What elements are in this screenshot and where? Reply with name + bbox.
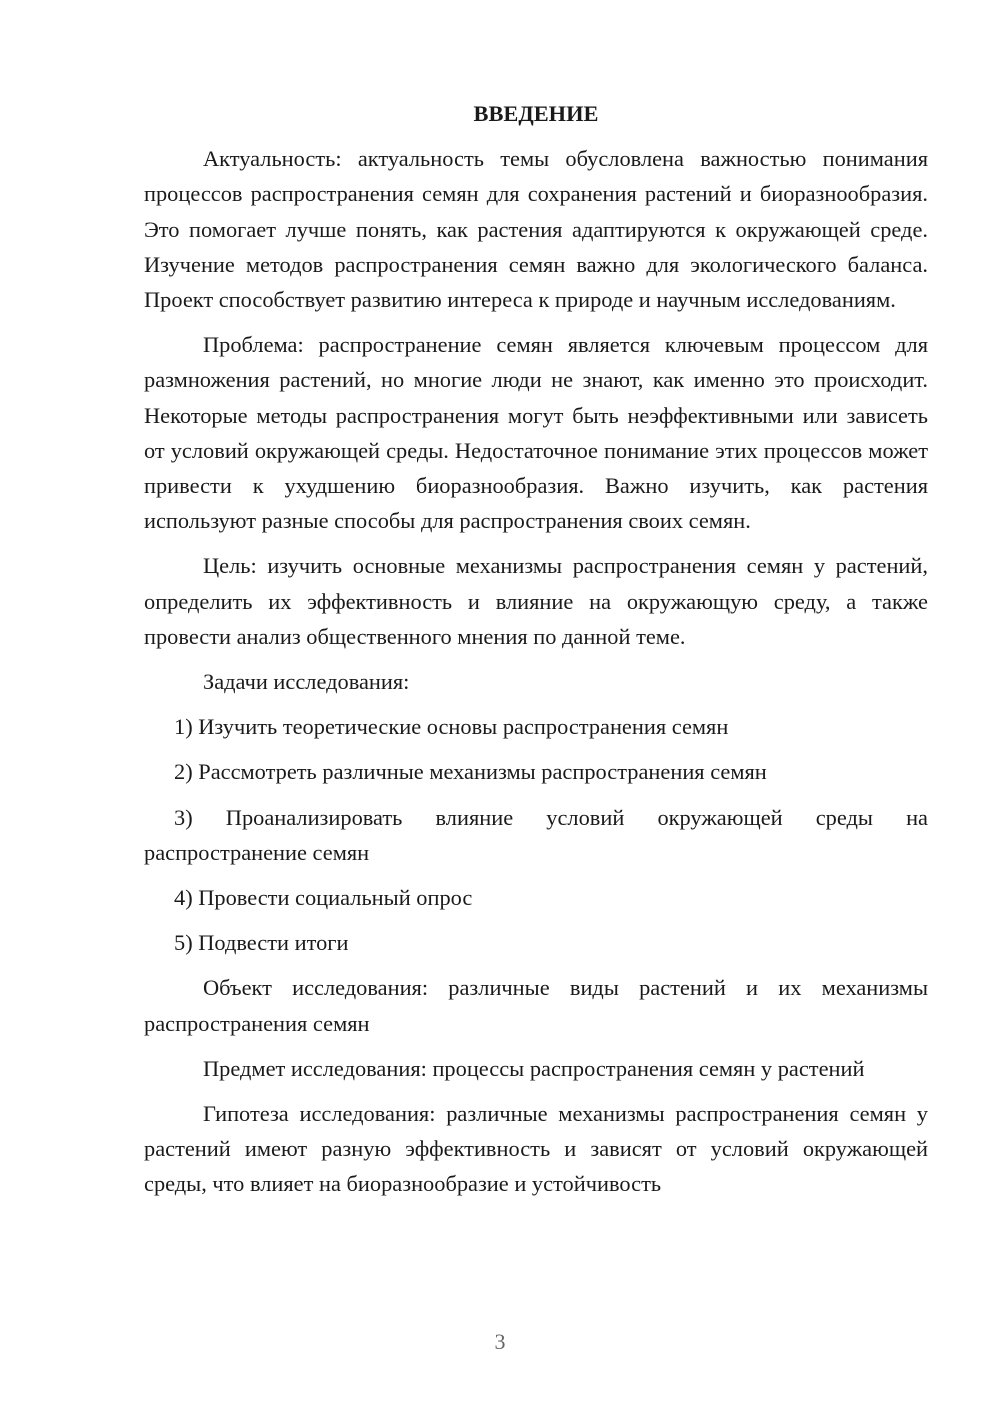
- tasks-heading: Задачи исследования:: [203, 669, 410, 695]
- task-item-1: 1) Изучить теоретические основы распространения семян: [174, 714, 729, 740]
- paragraph-object: Объект исследования: различные виды растений и их механизмы распространения семян: [144, 975, 928, 1036]
- document-page: [144, 96, 928, 1212]
- task-item-2: 2) Рассмотреть различные механизмы распространения семян: [174, 759, 767, 785]
- paragraph-goal: Цель: изучить основные механизмы распространения семян у растений, определить их эффективность и влияние на окружающую среду, а также провести анализ общественного мнения по данной теме.: [144, 553, 928, 649]
- task-item-5: 5) Подвести итоги: [174, 930, 349, 956]
- paragraph-subject: Предмет исследования: процессы распространения семян у растений: [203, 1055, 865, 1081]
- page-number: 3: [494, 1329, 506, 1354]
- paragraph-hypothesis: Гипотеза исследования: различные механизмы распространения семян у растений имеют разную эффективность и зависят от условий окружающей среды, что влияет на биоразнообразие и устойчивость: [144, 1101, 928, 1197]
- page-title: ВВЕДЕНИЕ: [473, 101, 599, 126]
- task-item-4: 4) Провести социальный опрос: [174, 885, 473, 911]
- paragraph-relevance: Актуальность: актуальность темы обусловлена важностью понимания процессов распространения семян для сохранения растений и биоразнообразия. Это помогает лучше понять, как растения адаптируются к окружающей среде. Изучение методов распространения семян важно для экологического баланса. Проект способствует развитию интереса к природе и научным исследованиям.: [144, 146, 928, 313]
- task-item-3: 3) Проанализировать влияние условий окружающей среды на распространение семян: [144, 804, 928, 865]
- paragraph-problem: Проблема: распространение семян является ключевым процессом для размножения растений, но многие люди не знают, как именно это происходит. Некоторые методы распространения могут быть неэффективными или зависеть от условий окружающей среды. Недостаточное понимание этих процессов может привести к ухудшению биоразнообразия. Важно изучить, как растения используют разные способы для распространения своих семян.: [144, 332, 928, 534]
